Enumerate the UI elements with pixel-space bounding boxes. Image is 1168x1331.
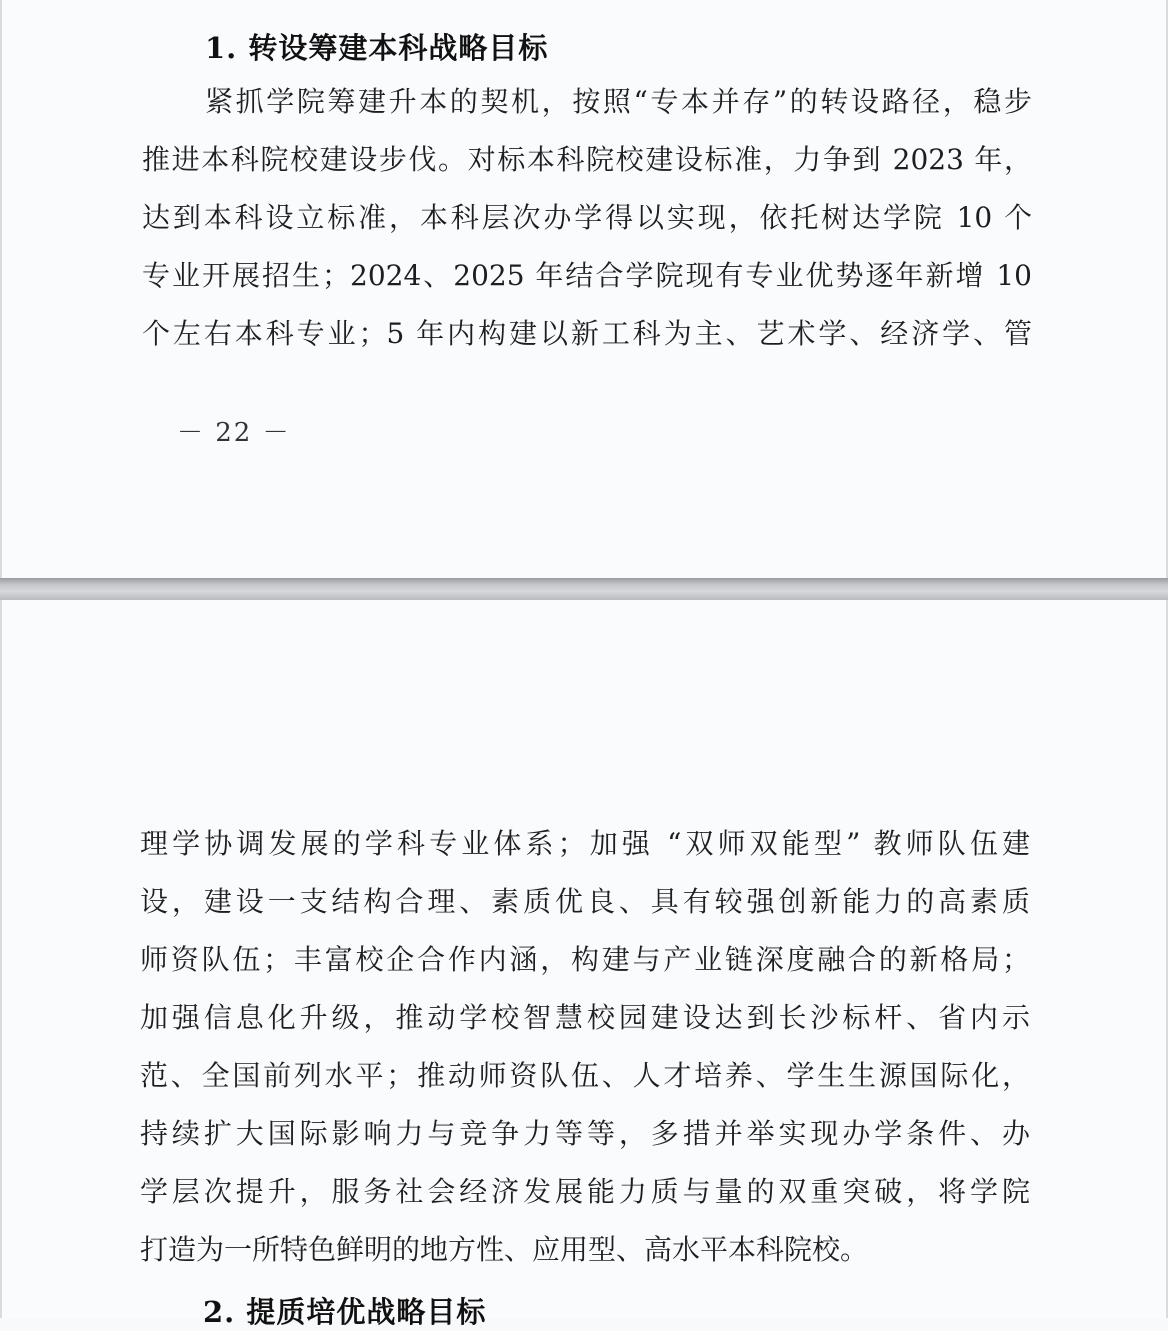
paragraph-line: 打造为一所特色鲜明的地方性、应用型、高水平本科院校。 [140, 1233, 869, 1266]
section-heading: 2. 提质培优战略目标 [203, 1295, 487, 1329]
paragraph-line: 学层次提升，服务社会经济发展能力质与量的双重突破，将学院 [140, 1175, 1030, 1208]
paragraph-line: 专业开展招生；2024、2025 年结合学院现有专业优势逐年新增 10 [142, 259, 1032, 292]
page-number: － 22 － [177, 418, 291, 448]
document-page-top [0, 0, 1168, 578]
paragraph-line: 个左右本科专业；5 年内构建以新工科为主、艺术学、经济学、管 [142, 317, 1032, 350]
paragraph-line: 范、全国前列水平；推动师资队伍、人才培养、学生生源国际化， [140, 1059, 1030, 1092]
paragraph-line: 设，建设一支结构合理、素质优良、具有较强创新能力的高素质 [140, 885, 1030, 918]
paragraph-line: 师资队伍；丰富校企合作内涵，构建与产业链深度融合的新格局； [140, 943, 1030, 976]
page-separator [0, 578, 1168, 600]
paragraph-line: 加强信息化升级，推动学校智慧校园建设达到长沙标杆、省内示 [140, 1001, 1030, 1034]
paragraph-line: 理学协调发展的学科专业体系；加强 “双师双能型” 教师队伍建 [140, 827, 1030, 860]
paragraph-line: 达到本科设立标准，本科层次办学得以实现，依托树达学院 10 个 [142, 201, 1032, 234]
section-heading: 1. 转设筹建本科战略目标 [205, 31, 549, 65]
paragraph-line: 紧抓学院筹建升本的契机，按照“专本并存”的转设路径，稳步 [205, 85, 1032, 118]
paragraph-line: 持续扩大国际影响力与竞争力等等，多措并举实现办学条件、办 [140, 1117, 1030, 1150]
paragraph-line: 推进本科院校建设步伐。对标本科院校建设标准，力争到 2023 年， [142, 143, 1032, 176]
